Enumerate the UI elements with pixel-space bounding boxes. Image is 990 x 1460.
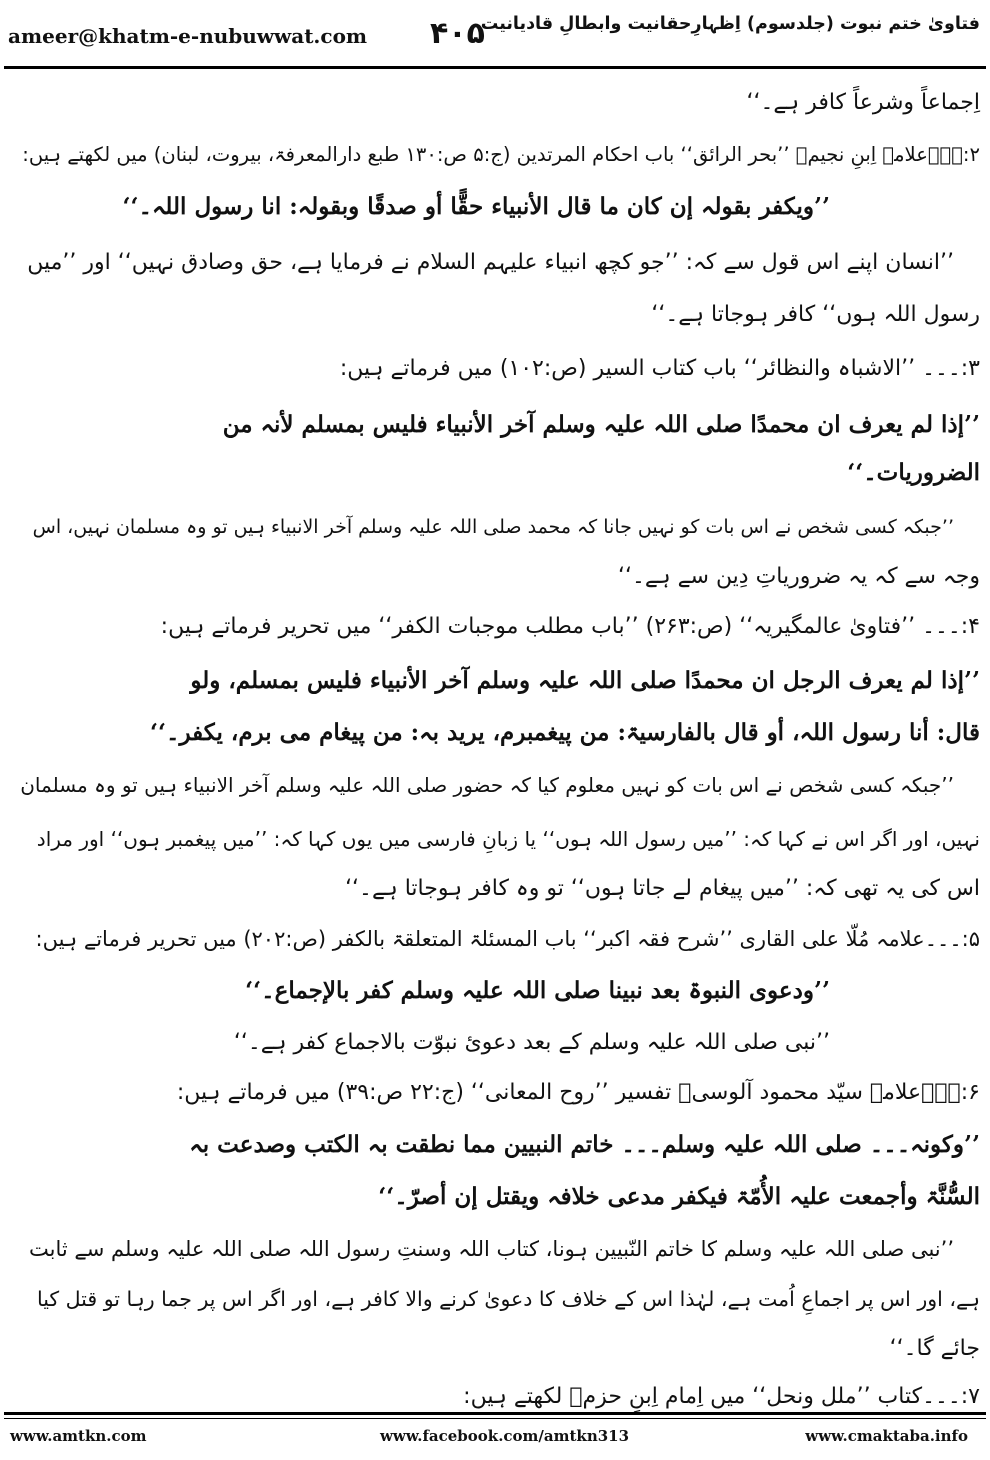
translation-line: اس کی یہ تھی کہ: ’’میں پیغام لے جاتا ہوں‘‘ تو وہ کافر ہوجاتا ہے۔‘‘ <box>345 876 980 901</box>
translation-line: رسول اللہ ہوں‘‘ کافر ہوجاتا ہے۔‘‘ <box>651 302 980 327</box>
translation-line: ’’جبکہ کسی شخص نے اس بات کو نہیں جانا کہ محمد صلی اللہ علیہ وسلم آخر الانبیاء ہیں تو وہ مسلمان نہیں، اس <box>32 516 954 538</box>
page-number: ۴۰۵ <box>430 16 485 51</box>
footer-rule-thick <box>4 1412 986 1415</box>
arabic-quote: السُّنَّۃ وأجمعت علیہ الأُمّۃ فیکفر مدعی خلافہ ویقتل إن أصرّ۔‘‘ <box>378 1183 980 1210</box>
footer-rule-thin <box>4 1418 986 1419</box>
arabic-quote: ’’وکونہ۔۔۔ صلی اللہ علیہ وسلم۔۔۔ خاتم النبیین مما نطقت بہ الکتب وصدعت بہ <box>189 1131 980 1158</box>
header-email: ameer@khatm-e-nubuwwat.com <box>8 24 368 48</box>
arabic-quote: ’’إذا لم یعرف ان محمدًا صلی اللہ علیہ وسلم آخر الأنبیاء فلیس بمسلم لأنہ من <box>222 411 980 438</box>
section-heading: ۲:۔۔۔علامہ اِبنِ نجیمؒ ’’بحر الرائق‘‘ باب احکام المرتدین (ج:۵ ص:۱۳۰ طبع دارالمعرفۃ، بیروت، لبنان) میں لکھتے ہیں: <box>22 143 980 166</box>
section-heading: ۵:۔۔۔علامہ مُلّا علی القاری ’’شرح فقہ اکبر‘‘ باب المسئلۃ المتعلقۃ بالکفر (ص:۲۰۲) میں تحریر فرماتے ہیں: <box>35 927 980 951</box>
section-heading: ۳:۔۔۔ ’’الاشباہ والنظائر‘‘ باب کتاب السیر (ص:۱۰۲) میں فرماتے ہیں: <box>339 356 980 381</box>
translation-line: وجہ سے کہ یہ ضروریاتِ دِین سے ہے۔‘‘ <box>617 564 980 589</box>
footer-link-facebook[interactable]: www.facebook.com/amtkn313 <box>380 1427 630 1445</box>
section-heading: ۷:۔۔۔کتاب ’’ملل ونحل‘‘ میں اِمام اِبنِ حزمؒ لکھتے ہیں: <box>463 1384 980 1409</box>
translation-line: جائے گا۔‘‘ <box>889 1336 980 1361</box>
page-header <box>0 0 990 70</box>
translation-line: نہیں، اور اگر اس نے کہا کہ: ’’میں رسول اللہ ہوں‘‘ یا زبانِ فارسی میں یوں کہا کہ: ’’میں پیغمبر ہوں‘‘ اور مراد <box>36 827 980 851</box>
footer-link-cmaktaba[interactable]: www.cmaktaba.info <box>805 1427 968 1445</box>
arabic-quote: قال: أنا رسول اللہ، أو قال بالفارسیۃ: من پیغمبرم، یرید بہ: من پیغام می برم، یکفر۔‘‘ <box>149 719 980 746</box>
arabic-quote: الضروریات۔‘‘ <box>847 459 980 486</box>
section-heading: ۴:۔۔۔ ’’فتاویٰ عالمگیریہ‘‘ (ص:۲۶۳) ’’باب مطلب موجبات الکفر‘‘ میں تحریر فرماتے ہیں: <box>160 614 980 639</box>
text-line: اِجماعاً وشرعاً کافر ہے۔‘‘ <box>746 90 980 115</box>
translation-line: ’’نبی صلی اللہ علیہ وسلم کا خاتم النّبیین ہونا، کتاب اللہ وسنتِ رسول اللہ صلی اللہ علیہ وسلم سے ثابت <box>29 1237 954 1261</box>
translation-line: ’’نبی صلی اللہ علیہ وسلم کے بعد دعویٔ نبوّت بالاجماع کفر ہے۔‘‘ <box>233 1030 830 1055</box>
page-footer <box>0 1425 990 1460</box>
translation-line: ’’انسان اپنے اس قول سے کہ: ’’جو کچھ انبیاء علیہم السلام نے فرمایا ہے، حق وصادق نہیں‘‘ اور ’’میں <box>27 250 954 275</box>
header-rule <box>4 66 986 69</box>
page-body <box>18 88 980 1413</box>
footer-link-amtkn[interactable]: www.amtkn.com <box>10 1427 147 1445</box>
arabic-quote: ’’إذا لم یعرف الرجل ان محمدًا صلی اللہ علیہ وسلم آخر الأنبیاء فلیس بمسلم، ولو <box>190 667 980 694</box>
translation-line: ’’جبکہ کسی شخص نے اس بات کو نہیں معلوم کیا کہ حضور صلی اللہ علیہ وسلم آخر الانبیاء ہیں تو وہ مسلمان <box>20 773 954 797</box>
translation-line: ہے، اور اس پر اجماعِ اُمت ہے، لہٰذا اس کے خلاف کا دعویٰ کرنے والا کافر ہے، اور اگر اس پر جما رہا تو قتل کیا <box>36 1287 980 1311</box>
arabic-quote: ’’ودعوی النبوۃ بعد نبینا صلی اللہ علیہ وسلم کفر بالإجماع۔‘‘ <box>245 977 830 1004</box>
book-title: فتاویٰ ختم نبوت (جلدسوم) اِظہارِحقانیت وابطالِ قادیانیت <box>480 14 980 34</box>
section-heading: ۶:۔۔۔علامہ سیّد محمود آلوسیؒ تفسیر ’’روح المعانی‘‘ (ج:۲۲ ص:۳۹) میں فرماتے ہیں: <box>176 1080 980 1105</box>
arabic-quote: ’’ویکفر بقولہ إن کان ما قال الأنبیاء حقًّا أو صدقًا وبقولہ: انا رسول اللہ۔‘‘ <box>122 193 830 220</box>
